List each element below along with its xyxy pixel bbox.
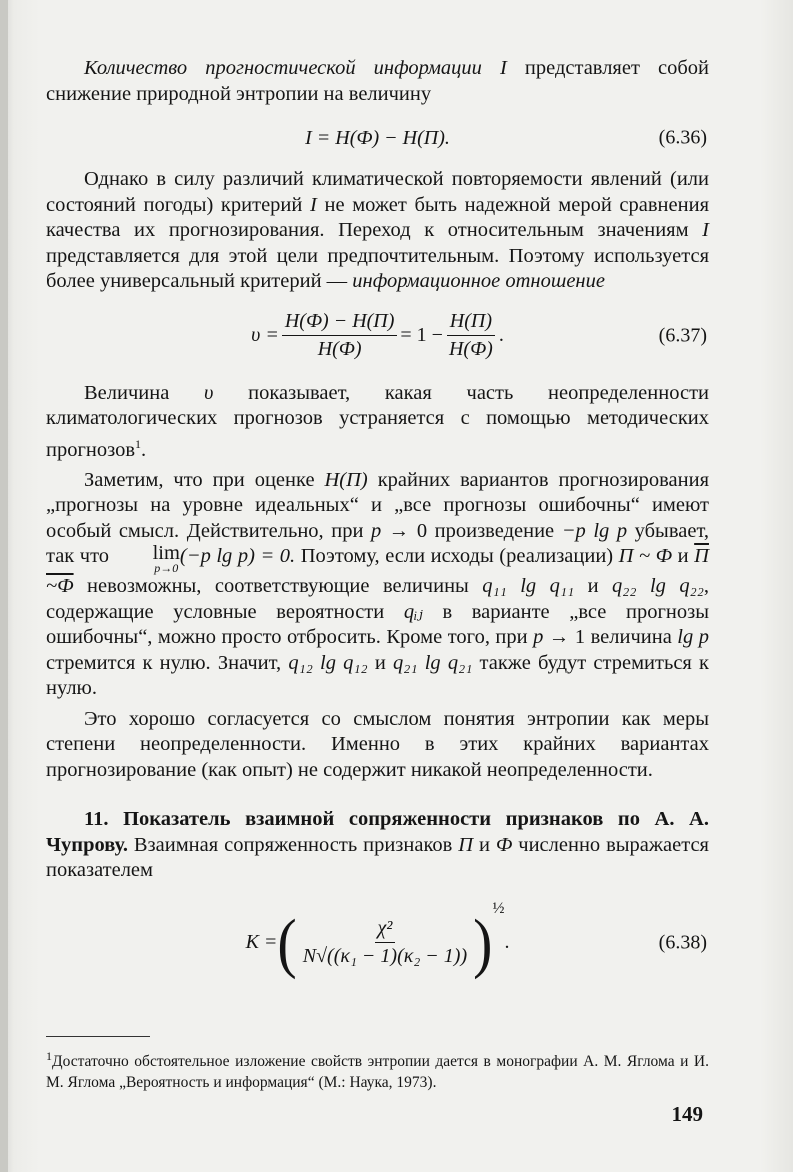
text: → 0 произведение <box>381 519 562 542</box>
limit-operator: lim <box>152 542 180 565</box>
fraction-denominator: N√((κ₁ − 1)(κ₂ − 1)) <box>302 945 468 968</box>
fraction-numerator: H(П) <box>447 310 495 336</box>
term-information-ratio: информационное отношение <box>352 270 605 292</box>
text: крайних вариантов прогнозирования „прогнозы на уровне идеальных“ и „все прогнозы ошибочны“ имеют особый смысл. Действительно, при <box>46 468 710 542</box>
var-f: Ф <box>495 833 513 856</box>
fraction-chi <box>300 917 470 968</box>
footnote-text: Достаточно обстоятельное изложение свойств энтропии дается в монографии А. М. Яглома и И. М. Яглома „Вероятность и информация“ (М.: Наука, 1973). <box>46 1053 709 1092</box>
text: и <box>473 833 496 856</box>
var-i: I <box>500 57 507 79</box>
math-q11: q₁₁ lg q₁₁ <box>482 575 575 598</box>
equation-number: (6.38) <box>658 931 707 954</box>
footnote <box>46 1046 709 1093</box>
equation-body: I = H(Ф) − H(П). <box>305 126 450 149</box>
equation-mid: = 1 − <box>400 324 443 346</box>
math-plgp: −p lg p <box>561 519 628 542</box>
paragraph-extreme-cases <box>46 468 709 702</box>
limit-body: (−p lg p) = 0. <box>179 545 296 568</box>
text: . <box>141 438 147 461</box>
text: , содержащие условные вероятности <box>46 575 709 623</box>
fraction-2 <box>446 310 496 361</box>
text: также будут стремиться к нулю. <box>46 651 709 700</box>
limit-expression <box>115 544 180 574</box>
text: Величина <box>84 381 205 404</box>
paragraph-relative-criterion <box>46 167 709 295</box>
page-gutter-shadow <box>0 0 8 1172</box>
text: Однако в силу различий климатической повторяемости явлений (или состояний погоды) критерий <box>46 168 709 216</box>
math-q22: q₂₂ lg q₂₂ <box>612 575 704 598</box>
var-p: p <box>533 626 544 649</box>
math-fbar: ~Ф <box>46 575 74 598</box>
equation-6-38 <box>46 894 709 992</box>
paragraph-information-quantity <box>46 56 709 107</box>
text: и <box>672 545 695 568</box>
right-paren: ) <box>473 904 493 980</box>
var-i: I <box>702 219 709 241</box>
text: в варианте „все прогнозы ошибочны“, можно просто отбросить. Кроме того, при <box>46 600 709 649</box>
equation-lhs: K = <box>245 931 278 954</box>
paragraph-text: представляет собой снижение природной энтропии на величину <box>46 57 709 105</box>
text: показывает, какая часть неопределенности климатологических прогнозов устраняется с помощью методических прогнозов <box>46 381 709 461</box>
fraction-denominator: H(Ф) <box>317 338 362 360</box>
section-11-heading-paragraph <box>46 807 709 884</box>
equation-number: (6.36) <box>658 126 707 149</box>
text: → 1 величина <box>543 626 678 649</box>
text: стремится к нулю. Значит, <box>46 651 289 674</box>
page-number: 149 <box>671 1102 703 1126</box>
var-upsilon: υ <box>204 381 214 404</box>
equation-number: (6.37) <box>658 324 707 346</box>
paragraph-upsilon <box>46 381 709 463</box>
text: представляется для этой цели предпочтительным. Поэтому используется более универсальный критерий — <box>46 244 709 292</box>
paragraph-entropy-meaning: Это хорошо согласуется со смыслом понятия энтропии как меры степени неопределенности. Именно в этих крайних вариантах прогнозирование (как опыт) не содержит никакой неопределенности. <box>46 707 709 781</box>
text: и <box>574 575 613 598</box>
fraction-numerator: χ² <box>375 917 396 943</box>
fraction-1 <box>282 310 398 361</box>
text: не может быть надежной мерой сравнения качества их прогнозирования. Переход к относительным значениям <box>46 193 709 241</box>
fraction-numerator: H(Ф) − H(П) <box>282 310 398 336</box>
text: Заметим, что при оценке <box>84 468 325 491</box>
equation-6-37 <box>46 297 709 375</box>
left-paren: ( <box>277 904 297 980</box>
math-qij: qᵢⱼ <box>403 600 423 623</box>
math-pbar: П <box>694 545 709 568</box>
section-title: 11. Показатель взаимной сопряженности признаков по А. А. Чупрову. <box>46 808 709 856</box>
math-lgp: lg p <box>677 626 709 649</box>
text: численно выражается показателем <box>46 833 709 882</box>
footnote-marker: 1 <box>135 436 142 451</box>
math-q21: q₂₁ lg q₂₁ <box>393 651 473 674</box>
var-p: П <box>458 833 474 856</box>
equation-end: . <box>504 931 510 954</box>
term-prognostic-information: Количество прогностической информации <box>84 57 482 79</box>
math-q12: q₁₂ lg q₁₂ <box>288 651 368 674</box>
text: Поэтому, если исходы (реализации) <box>295 545 619 568</box>
exponent: ½ <box>492 899 505 917</box>
footnote-mark: 1 <box>46 1049 52 1063</box>
equation-lhs: υ = <box>251 324 279 346</box>
limit-subscript: p→0 <box>154 561 179 576</box>
text: убывает, так что <box>46 519 709 568</box>
text: и <box>367 651 394 674</box>
var-p: p <box>370 519 382 542</box>
page-body <box>46 56 709 992</box>
math-hp: H(П) <box>324 468 368 491</box>
equation-end: . <box>498 324 504 346</box>
var-i: I <box>310 193 317 216</box>
math-pf: П ~ Ф <box>618 545 673 568</box>
fraction-denominator: H(Ф) <box>448 338 493 360</box>
footnote-separator <box>46 1036 150 1037</box>
text: Взаимная сопряженность признаков <box>127 833 459 856</box>
text: невозможны, соответствующие величины <box>73 575 483 598</box>
equation-6-36 <box>46 115 709 161</box>
